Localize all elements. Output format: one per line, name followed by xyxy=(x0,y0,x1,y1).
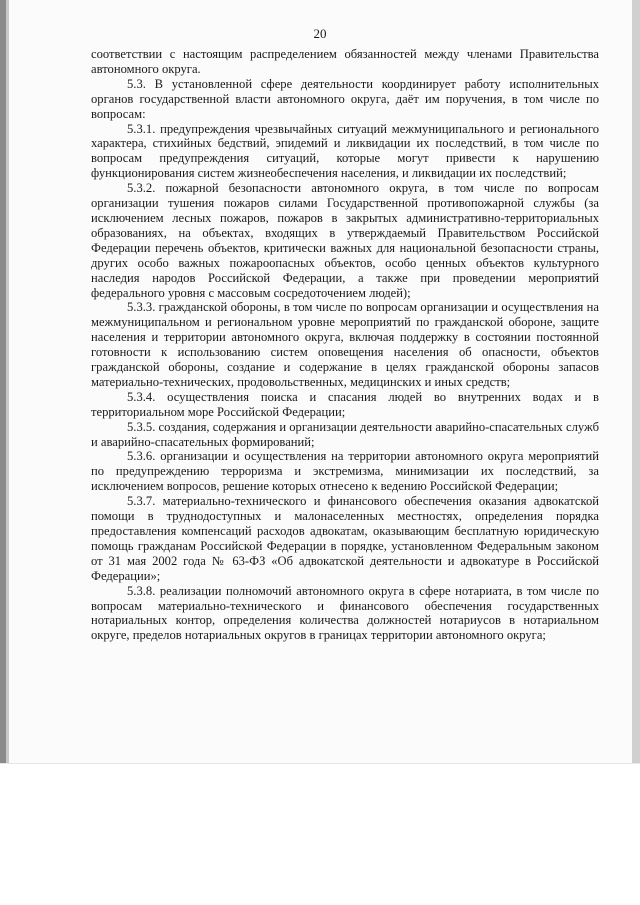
paragraph-5-3-8: 5.3.8. реализации полномочий автономного округа в сфере нотариата, в том числе по вопросам материально-технического и финансового обеспечения государственных нотариальных контор, определения количества должностей нотариусов в нотариальном округе, пределов нотариальных округов в границах территории автономного округа; xyxy=(91,583,599,643)
paragraph-continuation: соответствии с настоящим распределением обязанностей между членами Правительства автономного округа. xyxy=(91,47,599,76)
page-number: 20 xyxy=(313,26,327,41)
paragraph-5-3-2: 5.3.2. пожарной безопасности автономного округа, в том числе по вопросам организации тушения пожаров силами Государственной противопожарной службы (за исключением лесных пожаров, пожаров в закрытых административно-территориальных образованиях, на объектах, входящих в утверждаемый Правительством Российской Федерации перечень объектов, критически важных для национальной безопасности страны, других особо важных пожароопасных объектов, особо ценных объектов культурного наследия народов Российской Федерации, а также при проведении мероприятий федерального уровня с массовым сосредоточением людей); xyxy=(91,181,599,300)
scan-edge-left-shadow xyxy=(6,0,9,763)
body-text xyxy=(91,47,599,643)
paragraph-5-3-6: 5.3.6. организации и осуществления на территории автономного округа мероприятий по предупреждению терроризма и экстремизма, минимизации их последствий, за исключением вопросов, решение которых отнесено к ведению Российской Федерации; xyxy=(91,449,599,494)
paragraph-5-3-1: 5.3.1. предупреждения чрезвычайных ситуаций межмуниципального и регионального характера, стихийных бедствий, эпидемий и ликвидации их последствий, в том числе по вопросам предупреждения ситуаций, которые могут привести к нарушению функционирования систем жизнеобеспечения населения, и ликвидации их последствий; xyxy=(91,121,599,181)
paragraph-5-3-7: 5.3.7. материально-технического и финансового обеспечения оказания адвокатской помощи в труднодоступных и малонаселенных местностях, определения порядка предоставления компенсаций расходов адвокатам, оказывающим бесплатную юридическую помощь гражданам Российской Федерации в порядке, установленном Федеральным законом от 31 мая 2002 года № 63-ФЗ «Об адвокатской деятельности и адвокатуре в Российской Федерации»; xyxy=(91,494,599,583)
paragraph-5-3: 5.3. В установленной сфере деятельности координирует работу исполнительных органов государственной власти автономного округа, даёт им поручения, в том числе по вопросам: xyxy=(91,76,599,121)
paragraph-5-3-5: 5.3.5. создания, содержания и организации деятельности аварийно-спасательных служб и аварийно-спасательных формирований; xyxy=(91,419,599,449)
scan-edge-right xyxy=(632,0,640,763)
paragraph-5-3-3: 5.3.3. гражданской обороны, в том числе по вопросам организации и осуществления на межмуниципальном и региональном уровне мероприятий по гражданской обороне, защите населения и территории автономного округа, включая поддержку в состоянии постоянной готовности к использованию систем оповещения населения об опасности, объектов гражданской обороны, создание и содержание в целях гражданской обороны запасов материально-технических, продовольственных, медицинских и иных средств; xyxy=(91,300,599,389)
paragraph-5-3-4: 5.3.4. осуществления поиска и спасания людей во внутренних водах и в территориальном море Российской Федерации; xyxy=(91,389,599,419)
